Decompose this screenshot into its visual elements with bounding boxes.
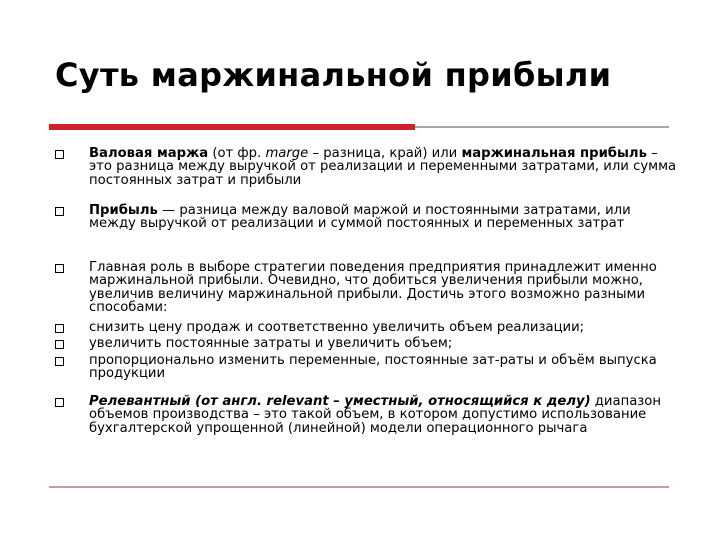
text-fragment: – это разница между выручкой от реализации и переменными затратами, или сумма постоянных затрат и прибыли — [89, 146, 677, 188]
list-item-relevant — [89, 395, 679, 435]
bullet-square-icon — [55, 398, 64, 407]
list-item-method-1 — [89, 321, 679, 334]
list-item-main-role — [89, 261, 679, 315]
method-text: увеличить постоянные затраты и увеличить объем; — [89, 336, 453, 351]
text-fragment: диапазон объемов производства – это такой объем, в котором допустимо использование бухгалтерской упрощенной (линейной) модели операционного рычага — [89, 394, 661, 436]
page-title: Суть маржинальной прибыли — [55, 56, 612, 94]
term-profit: Прибыль — [89, 203, 158, 218]
text-fragment-italic: marge — [265, 146, 309, 161]
term-gross-margin: Валовая маржа — [89, 146, 209, 161]
method-text: пропорционально изменить переменные, постоянные зат-раты и объём выпуска продукции — [89, 353, 657, 382]
bullet-square-icon — [55, 264, 64, 273]
bullet-square-icon — [55, 150, 64, 159]
list-item-method-2 — [89, 337, 679, 350]
list-item-profit — [89, 204, 679, 231]
text-fragment: — разница между валовой маржой и постоянными затратами, или между выручкой от реализации и суммой постоянных и переменных затрат — [89, 203, 631, 232]
text-fragment: (от фр. — [208, 146, 266, 161]
list-item-method-3 — [89, 354, 679, 381]
bullet-square-icon — [55, 207, 64, 216]
term-relevant: Релевантный (от англ. relevant – уместный, относящийся к делу) — [89, 394, 591, 409]
bullet-square-icon — [55, 324, 64, 333]
list-item-gross-margin — [89, 147, 679, 187]
bullet-square-icon — [55, 357, 64, 366]
footer-divider — [49, 486, 669, 488]
main-role-text: Главная роль в выборе стратегии поведения предприятия принадлежит именно маржинальной прибыли. Очевидно, что добиться увеличения прибыли можно, увеличив величину маржинальной прибыли. Достичь этого возможно разными способами: — [89, 260, 657, 316]
bullet-square-icon — [55, 340, 64, 349]
text-fragment: – разница, край) или — [308, 146, 462, 161]
term-marginal-profit: маржинальная прибыль — [461, 146, 647, 161]
title-accent-bar — [49, 124, 415, 130]
method-text: снизить цену продаж и соответственно увеличить объем реализации; — [89, 320, 585, 335]
